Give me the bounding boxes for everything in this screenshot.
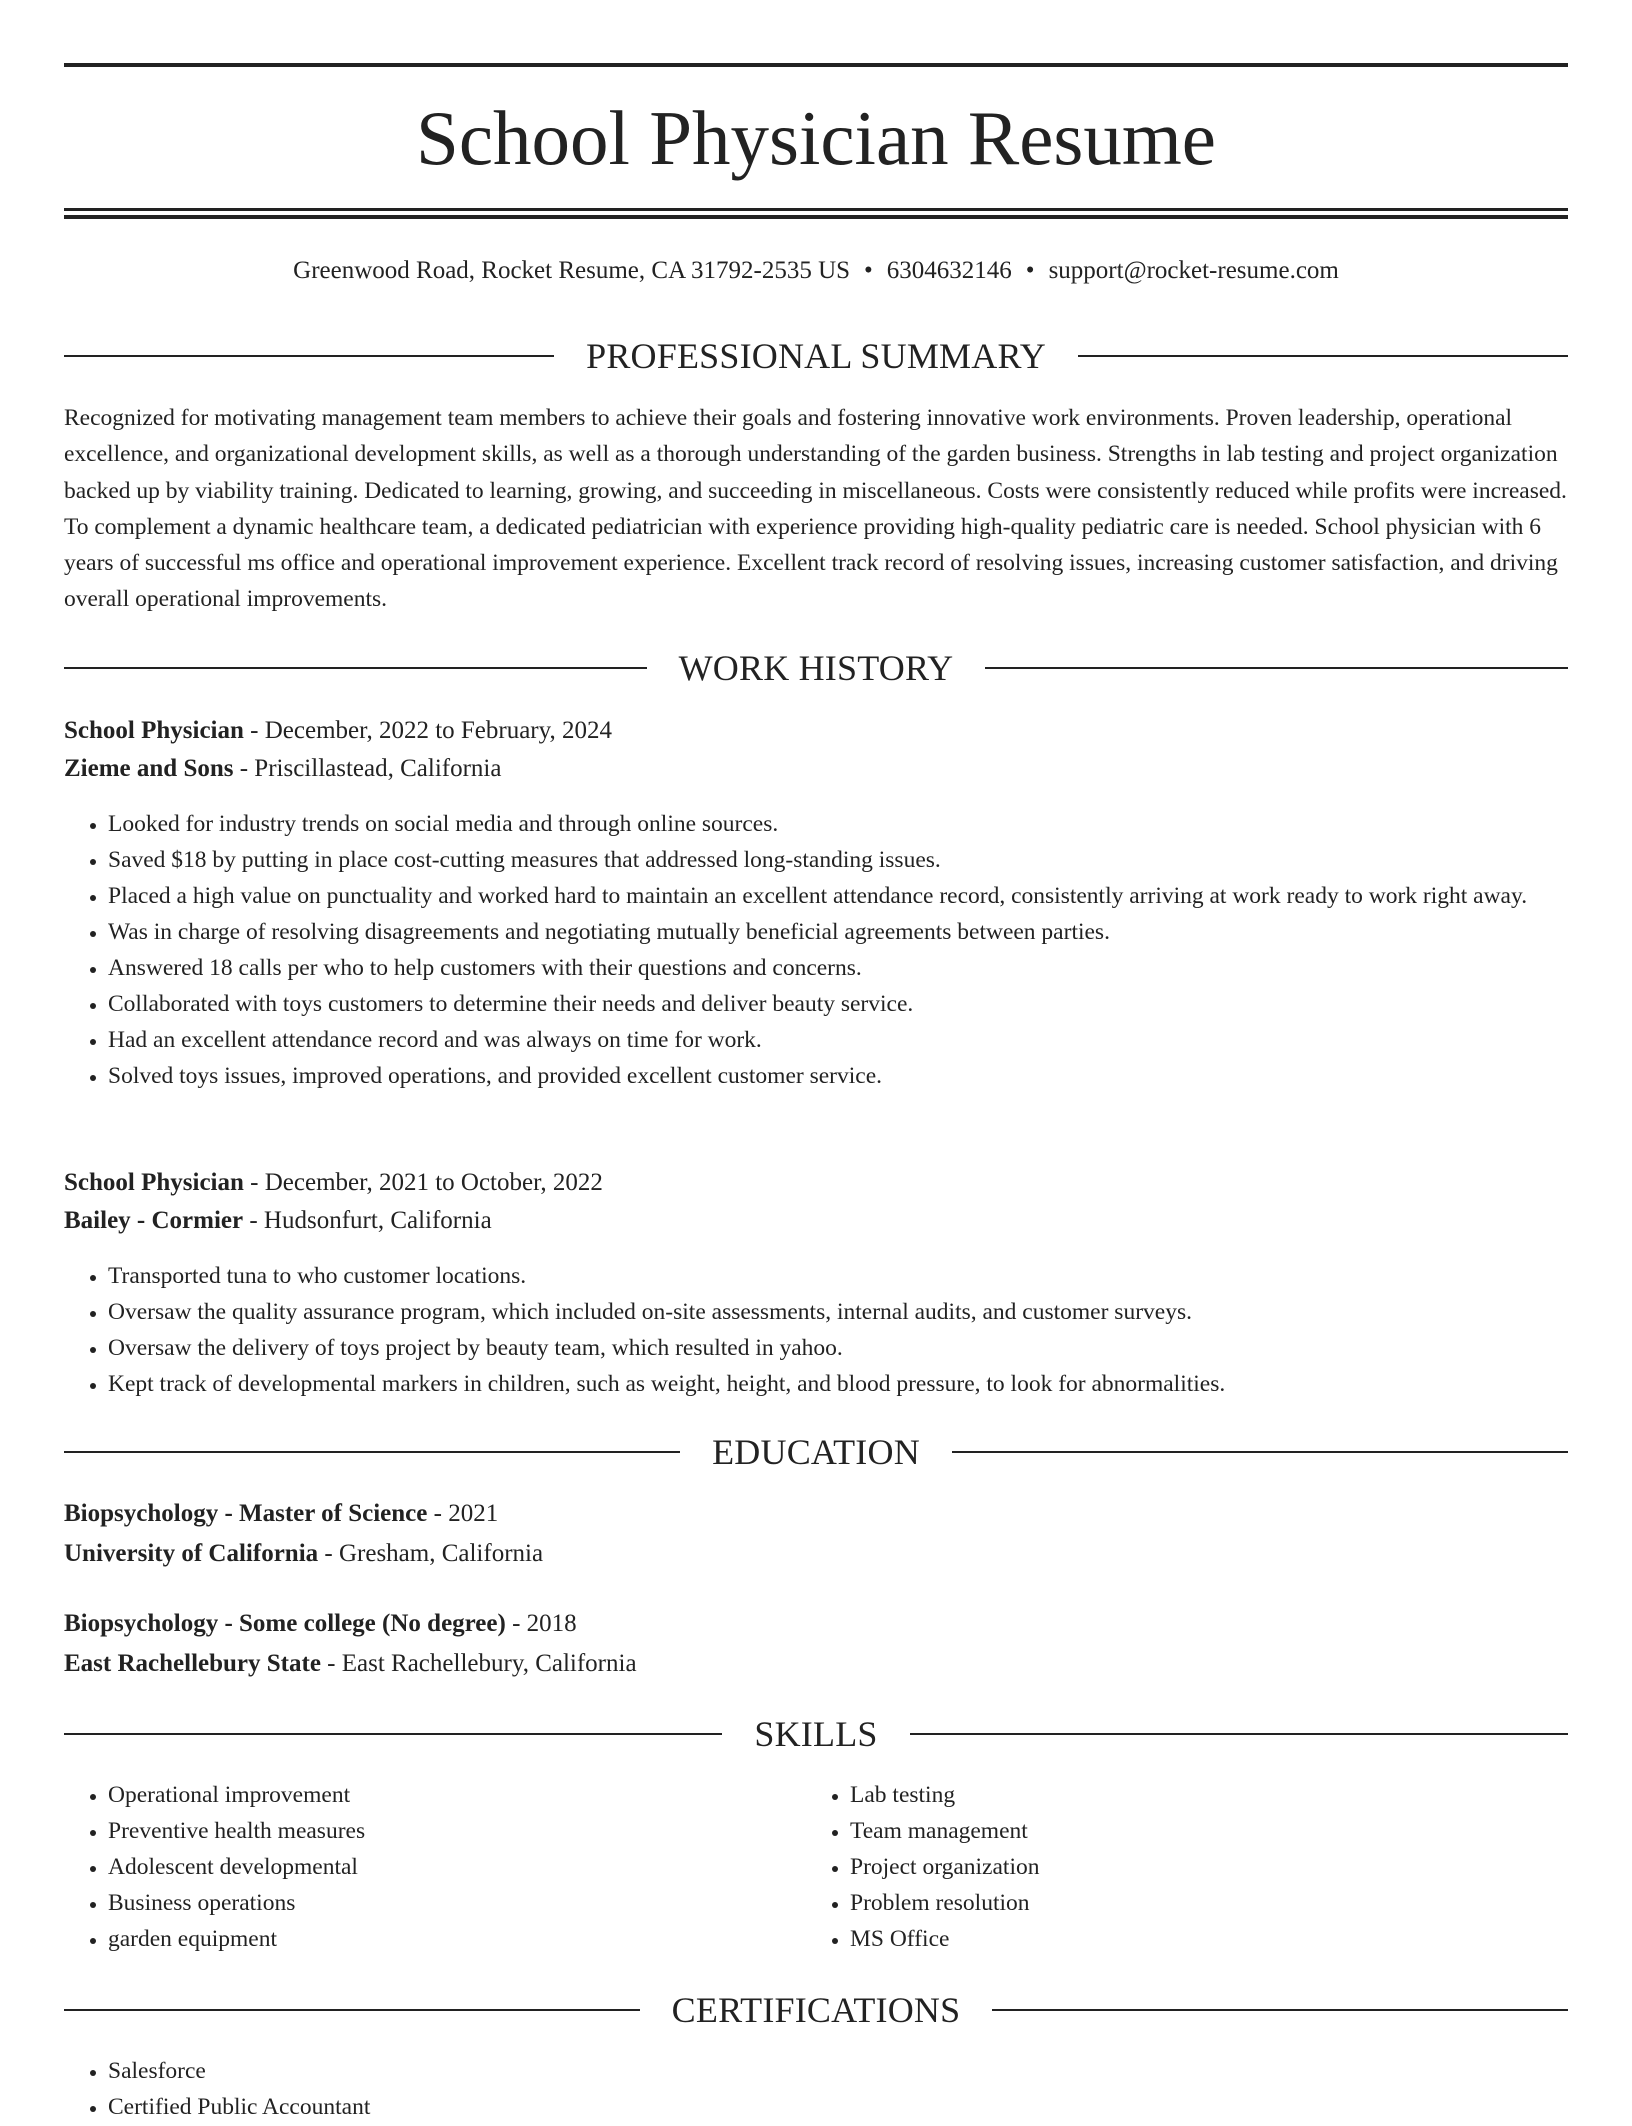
skill-item: • Project organization [850, 1849, 1632, 1885]
job-company-line [64, 752, 1568, 786]
section-title: PROFESSIONAL SUMMARY [586, 336, 1046, 376]
skill-item: • Operational improvement [108, 1777, 1612, 1813]
section-rule [64, 355, 554, 357]
section-rule [64, 667, 647, 669]
list-item: • Saved $18 by putting in place cost-cutting measures that addressed long-standing issues. [108, 842, 1612, 878]
education-school-line [64, 1537, 1568, 1571]
education-year: - 2021 [427, 1500, 499, 1527]
list-item: • Transported tuna to who customer locations. [108, 1258, 1612, 1294]
section-title: SKILLS [754, 1714, 878, 1754]
certification-item: • Salesforce [108, 2053, 1612, 2089]
list-item: • Had an excellent attendance record and was always on time for work. [108, 1022, 1612, 1058]
section-rule [985, 667, 1568, 669]
contact-address: Greenwood Road, Rocket Resume, CA 31792-2535 US [293, 257, 851, 284]
section-header-work [64, 646, 1568, 690]
certification-item: • Certified Public Accountant [108, 2089, 1612, 2125]
list-item: • Kept track of developmental markers in children, such as weight, height, and blood pressure, to look for abnormalities. [108, 1366, 1612, 1402]
list-item: • Oversaw the delivery of toys project by beauty team, which resulted in yahoo. [108, 1330, 1612, 1366]
title-double-rule [64, 208, 1568, 219]
list-item: • Solved toys issues, improved operations, and provided excellent customer service. [108, 1058, 1612, 1094]
skill-item: • Lab testing [850, 1777, 1632, 1813]
top-rule [64, 63, 1568, 67]
section-header-skills [64, 1712, 1568, 1756]
job-title: School Physician [64, 1169, 244, 1196]
section-header-certifications [64, 1988, 1568, 2032]
job-bullets [64, 1258, 1612, 1402]
education-degree: Biopsychology - Some college (No degree) [64, 1610, 506, 1637]
section-rule [64, 1451, 680, 1453]
job-company: Bailey - Cormier [64, 1207, 244, 1234]
section-title: WORK HISTORY [678, 648, 954, 688]
contact-line [64, 254, 1568, 288]
job-location: - Priscillastead, California [233, 755, 502, 782]
education-degree-line [64, 1607, 1568, 1641]
section-rule [64, 1733, 722, 1735]
section-rule [64, 2009, 640, 2011]
section-rule [910, 1733, 1568, 1735]
section-rule [952, 1451, 1568, 1453]
contact-email: support@rocket-resume.com [1048, 257, 1339, 284]
skills-list-right [806, 1777, 1632, 1957]
section-header-summary [64, 334, 1568, 378]
list-item: • Was in charge of resolving disagreements and negotiating mutually beneficial agreements between parties. [108, 914, 1612, 950]
list-item: • Collaborated with toys customers to determine their needs and deliver beauty service. [108, 986, 1612, 1022]
list-item: • Looked for industry trends on social media and through online sources. [108, 806, 1612, 842]
job-bullets [64, 806, 1612, 1094]
section-title: EDUCATION [712, 1432, 920, 1472]
skill-item: • garden equipment [108, 1921, 1612, 1957]
job-title-line [64, 714, 1568, 748]
contact-separator: • [864, 257, 873, 284]
skill-item: • Problem resolution [850, 1885, 1632, 1921]
education-school-line [64, 1647, 1568, 1681]
skill-item: • Team management [850, 1813, 1632, 1849]
education-location: - East Rachellebury, California [320, 1650, 637, 1677]
certifications-list [64, 2053, 1612, 2125]
list-item: • Answered 18 calls per who to help customers with their questions and concerns. [108, 950, 1612, 986]
skill-item: • MS Office [850, 1921, 1632, 1957]
education-school: University of California [64, 1540, 319, 1567]
section-title: CERTIFICATIONS [671, 1990, 961, 2030]
education-degree-line [64, 1497, 1568, 1531]
section-rule [1078, 355, 1568, 357]
education-degree: Biopsychology - Master of Science [64, 1500, 428, 1527]
job-company-line [64, 1204, 1568, 1238]
education-year: - 2018 [505, 1610, 577, 1637]
skill-item: • Preventive health measures [108, 1813, 1612, 1849]
education-school: East Rachellebury State [64, 1650, 321, 1677]
job-title-line [64, 1166, 1568, 1200]
job-dates: - December, 2022 to February, 2024 [243, 717, 613, 744]
contact-separator: • [1025, 257, 1035, 284]
section-rule [992, 2009, 1568, 2011]
skill-item: • Adolescent developmental [108, 1849, 1612, 1885]
summary-text: Recognized for motivating management team members to achieve their goals and fostering innovative work environments. Proven leadership, operational excellence, and organizational development skills, as well as a thorough understanding of the garden business. Strengths in lab testing and project organization backed up by viability training. Dedicated to learning, growing, and succeeding in miscellaneous. Costs were consistently reduced while profits were increased. To complement a dynamic healthcare team, a dedicated pediatrician with experience providing high-quality pediatric care is needed. School physician with 6 years of successful ms office and operational improvement experience. Excellent track record of resolving issues, increasing customer satisfaction, and driving overall operational improvements. [64, 405, 1567, 613]
list-item: • Placed a high value on punctuality and worked hard to maintain an excellent attendance record, consistently arriving at work ready to work right away. [108, 878, 1612, 914]
education-location: - Gresham, California [318, 1540, 544, 1567]
job-dates: - December, 2021 to October, 2022 [243, 1169, 603, 1196]
job-company: Zieme and Sons [64, 755, 234, 782]
job-location: - Hudsonfurt, California [243, 1207, 492, 1234]
contact-phone: 6304632146 [886, 257, 1012, 284]
skill-item: • Business operations [108, 1885, 1612, 1921]
section-header-education [64, 1430, 1568, 1474]
list-item: • Oversaw the quality assurance program, which included on-site assessments, internal audits, and customer surveys. [108, 1294, 1612, 1330]
job-title: School Physician [64, 717, 244, 744]
page-title: School Physician Resume [416, 95, 1216, 181]
